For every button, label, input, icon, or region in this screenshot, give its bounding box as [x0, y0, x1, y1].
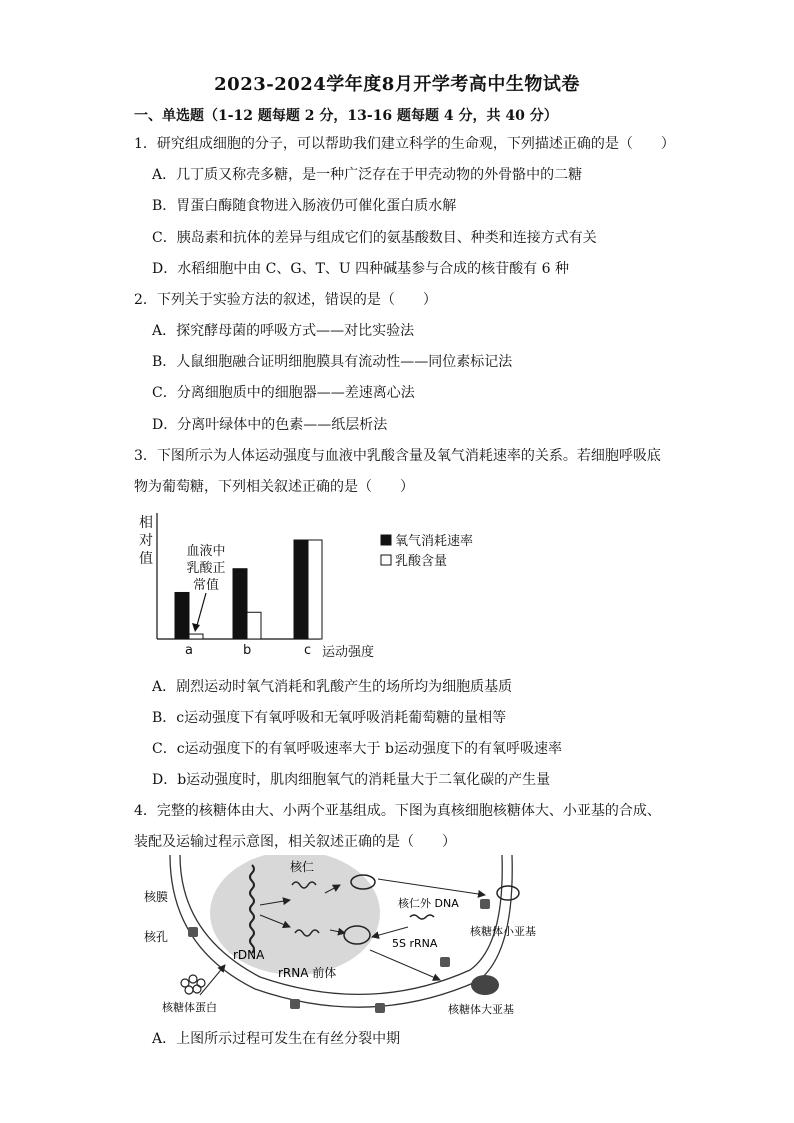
label-nucleolus: 核仁 — [290, 860, 315, 874]
label-large-subunit: 核糖体大亚基 — [448, 1003, 514, 1016]
question-1-option-c: C．胰岛素和抗体的差异与组成它们的氨基酸数目、种类和连接方式有关 — [152, 230, 597, 246]
question-1-option-d: D．水稻细胞中由 C、G、T、U 四种碱基参与合成的核苷酸有 6 种 — [152, 261, 569, 277]
section-heading: 一、单选题（1-12 题每题 2 分，13-16 题每题 4 分，共 40 分） — [134, 108, 558, 124]
question-3-stem-line-2: 物为葡萄糖，下列相关叙述正确的是（ ） — [134, 479, 414, 495]
question-2-stem: 2．下列关于实验方法的叙述，错误的是（ ） — [134, 292, 437, 308]
chart-legend — [381, 533, 473, 569]
bar-a-series-1 — [175, 592, 189, 639]
question-1-stem: 1．研究组成细胞的分子，可以帮助我们建立科学的生命观，下列描述正确的是（ ） — [134, 136, 675, 152]
x-axis-label: 运动强度 — [322, 645, 375, 660]
bar-a-series-2 — [189, 634, 203, 639]
large-subunit-shape — [471, 975, 499, 995]
category-label-a: a — [185, 643, 193, 658]
question-3-option-a: A．剧烈运动时氧气消耗和乳酸产生的场所均为细胞质基质 — [152, 679, 513, 695]
label-small-subunit: 核糖体小亚基 — [470, 925, 536, 938]
label-extra-dna: 核仁外 DNA — [398, 897, 459, 910]
question-2-option-b: B．人鼠细胞融合证明细胞膜具有流动性——同位素标记法 — [152, 354, 513, 370]
ribosome-diagram — [140, 855, 550, 1020]
annotation-text: 血液中乳酸正常值 — [186, 544, 226, 593]
question-4-stem-line-2: 装配及运输过程示意图，相关叙述正确的是（ ） — [134, 834, 456, 850]
legend-label-2: 乳酸含量 — [395, 554, 448, 569]
bar-c-series-2 — [308, 540, 322, 639]
question-3-option-b: B．c运动强度下有氧呼吸和无氧呼吸消耗葡萄糖的量相等 — [152, 710, 507, 726]
bar-b-series-1 — [233, 569, 247, 639]
question-2-option-c: C．分离细胞质中的细胞器——差速离心法 — [152, 385, 415, 401]
page-title: 2023-2024学年度8月开学考高中生物试卷 — [214, 74, 580, 95]
question-3-option-d: D．b运动强度时，肌肉细胞氧气的消耗量大于二氧化碳的产生量 — [152, 772, 551, 788]
label-rrna-precursor: rRNA 前体 — [278, 966, 337, 980]
bar-b-series-2 — [247, 612, 261, 639]
question-3-stem-line-1: 3．下图所示为人体运动强度与血液中乳酸含量及氧气消耗速率的关系。若细胞呼吸底 — [134, 448, 661, 464]
category-label-c: c — [304, 643, 312, 658]
legend-swatch-2 — [381, 555, 391, 565]
annotation-arrowhead — [192, 623, 200, 632]
label-rdna: rDNA — [233, 948, 265, 962]
label-nuclear-pore: 核孔 — [144, 930, 169, 944]
small-subunit-shape — [497, 886, 519, 900]
label-ribosomal-protein: 核糖体蛋白 — [162, 1001, 217, 1014]
category-label-b: b — [243, 643, 252, 658]
y-axis-label: 相对值 — [139, 515, 153, 567]
label-5s-rrna: 5S rRNA — [392, 937, 438, 950]
bar-chart — [130, 505, 500, 665]
legend-swatch-1 — [381, 535, 391, 545]
question-4-option-a: A．上图所示过程可发生在有丝分裂中期 — [152, 1031, 401, 1047]
question-1-option-a: A．几丁质又称壳多糖，是一种广泛存在于甲壳动物的外骨骼中的二糖 — [152, 167, 583, 183]
label-nuclear-envelope: 核膜 — [144, 890, 169, 904]
chart-annotation — [186, 543, 225, 632]
question-3-option-c: C．c运动强度下的有氧呼吸速率大于 b运动强度下的有氧呼吸速率 — [152, 741, 562, 757]
question-4-stem-line-1: 4．完整的核糖体由大、小两个亚基组成。下图为真核细胞核糖体大、小亚基的合成、 — [134, 803, 661, 819]
bar-c-series-1 — [294, 540, 308, 639]
question-2-option-d: D．分离叶绿体中的色素——纸层析法 — [152, 417, 388, 433]
annotation-arrow — [196, 593, 206, 629]
question-1-option-b: B．胃蛋白酶随食物进入肠液仍可催化蛋白质水解 — [152, 198, 457, 214]
legend-label-1: 氧气消耗速率 — [395, 534, 474, 549]
chart-category-labels — [185, 643, 311, 658]
question-2-option-a: A．探究酵母菌的呼吸方式——对比实验法 — [152, 323, 415, 339]
ribosomal-protein-shape — [181, 975, 205, 994]
